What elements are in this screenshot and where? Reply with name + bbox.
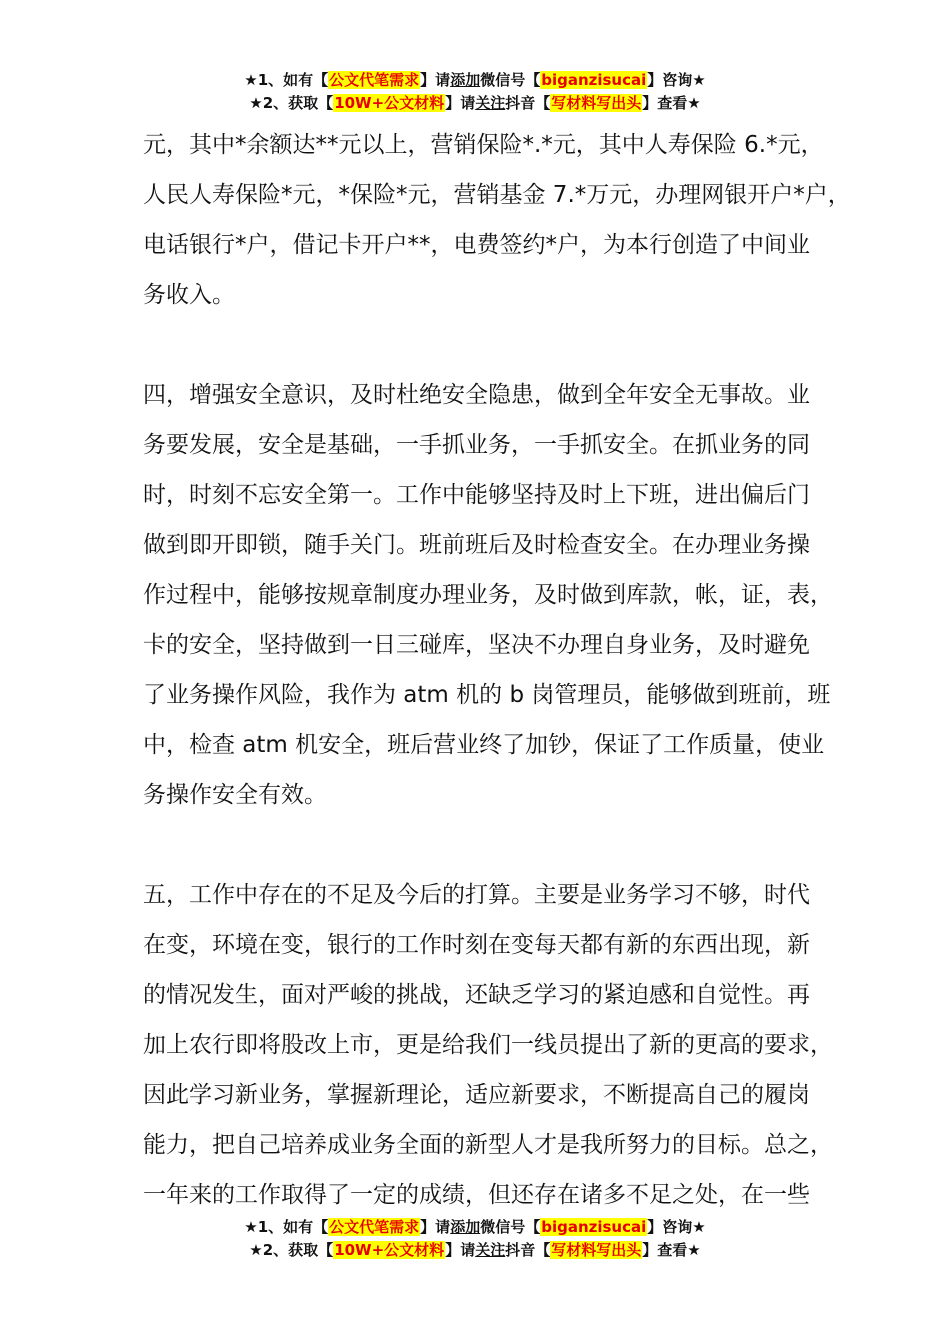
text-line: 卡的安全，坚持做到一日三碰库，坚决不办理自身业务，及时避免	[143, 632, 810, 658]
banner-text: 抖音【	[505, 1241, 551, 1259]
banner-text: ★1、如有【	[244, 71, 329, 89]
text-line: 电话银行*户，借记卡开户**，电费签约*户，为本行创造了中间业	[143, 232, 810, 258]
banner-text: 】请	[420, 71, 451, 89]
paragraph-1	[143, 120, 851, 320]
banner-highlight: 写材料写出头	[551, 94, 642, 112]
banner-text: 】请	[420, 1218, 451, 1236]
footer-banner	[0, 1216, 950, 1262]
banner-text: 抖音【	[505, 94, 551, 112]
banner-underline: 添加	[450, 1218, 481, 1236]
banner-highlight: biganzisucai	[541, 1218, 647, 1236]
text-line: 人民人寿保险*元，*保险*元，营销基金 7.*万元，办理网银开户*户，	[143, 182, 851, 208]
banner-underline: 添加	[450, 71, 481, 89]
banner-text: ★2、获取【	[249, 1241, 334, 1259]
banner-highlight: 公文代笔需求	[329, 71, 420, 89]
banner-line-2	[0, 92, 950, 115]
document-body	[143, 120, 851, 1220]
banner-text: 微信号【	[480, 1218, 541, 1236]
text-line: 做到即开即锁，随手关门。班前班后及时检查安全。在办理业务操	[143, 532, 810, 558]
paragraph-3	[143, 870, 833, 1220]
banner-text: 】查看★	[642, 1241, 701, 1259]
banner-highlight: 写材料写出头	[551, 1241, 642, 1259]
text-line: 务操作安全有效。	[143, 782, 327, 808]
paragraph-gap	[143, 820, 833, 870]
text-line: 加上农行即将股改上市，更是给我们一线员提出了新的更高的要求，	[143, 1032, 833, 1058]
banner-text: ★2、获取【	[249, 94, 334, 112]
text-line: 中，检查 atm 机安全，班后营业终了加钞，保证了工作质量，使业	[143, 732, 825, 758]
banner-text: 】咨询★	[647, 1218, 706, 1236]
text-line: 五，工作中存在的不足及今后的打算。主要是业务学习不够，时代	[143, 882, 810, 908]
text-line: 四，增强安全意识，及时杜绝安全隐患，做到全年安全无事故。业	[143, 382, 810, 408]
banner-highlight: 公文代笔需求	[329, 1218, 420, 1236]
banner-highlight: biganzisucai	[541, 71, 647, 89]
text-line: 时，时刻不忘安全第一。工作中能够坚持及时上下班，进出偏后门	[143, 482, 810, 508]
text-line: 在变，环境在变，银行的工作时刻在变每天都有新的东西出现，新	[143, 932, 810, 958]
text-line: 了业务操作风险，我作为 atm 机的 b 岗管理员，能够做到班前，班	[143, 682, 831, 708]
text-line: 务收入。	[143, 282, 235, 308]
header-banner	[0, 69, 950, 115]
banner-line-2	[0, 1239, 950, 1262]
banner-highlight: 10W+公文材料	[334, 1241, 445, 1259]
banner-text: 】咨询★	[647, 71, 706, 89]
banner-underline: 关注	[475, 1241, 506, 1259]
text-line: 的情况发生，面对严峻的挑战，还缺乏学习的紧迫感和自觉性。再	[143, 982, 810, 1008]
text-line: 作过程中，能够按规章制度办理业务，及时做到库款，帐，证，表，	[143, 582, 833, 608]
banner-underline: 关注	[475, 94, 506, 112]
banner-line-1	[0, 1216, 950, 1239]
banner-line-1	[0, 69, 950, 92]
banner-text: ★1、如有【	[244, 1218, 329, 1236]
banner-text: 微信号【	[480, 71, 541, 89]
text-line: 元，其中*余额达**元以上，营销保险*.*元，其中人寿保险 6.*元，	[143, 132, 824, 158]
text-line: 务要发展，安全是基础，一手抓业务，一手抓安全。在抓业务的同	[143, 432, 810, 458]
banner-text: 】查看★	[642, 94, 701, 112]
text-line: 因此学习新业务，掌握新理论，适应新要求，不断提高自己的履岗	[143, 1082, 810, 1108]
text-line: 能力，把自己培养成业务全面的新型人才是我所努力的目标。总之，	[143, 1132, 833, 1158]
banner-text: 】请	[445, 1241, 476, 1259]
banner-highlight: 10W+公文材料	[334, 94, 445, 112]
text-line: 一年来的工作取得了一定的成绩，但还存在诸多不足之处，在一些	[143, 1182, 810, 1208]
paragraph-gap	[143, 320, 833, 370]
banner-text: 】请	[445, 94, 476, 112]
paragraph-2	[143, 370, 833, 820]
